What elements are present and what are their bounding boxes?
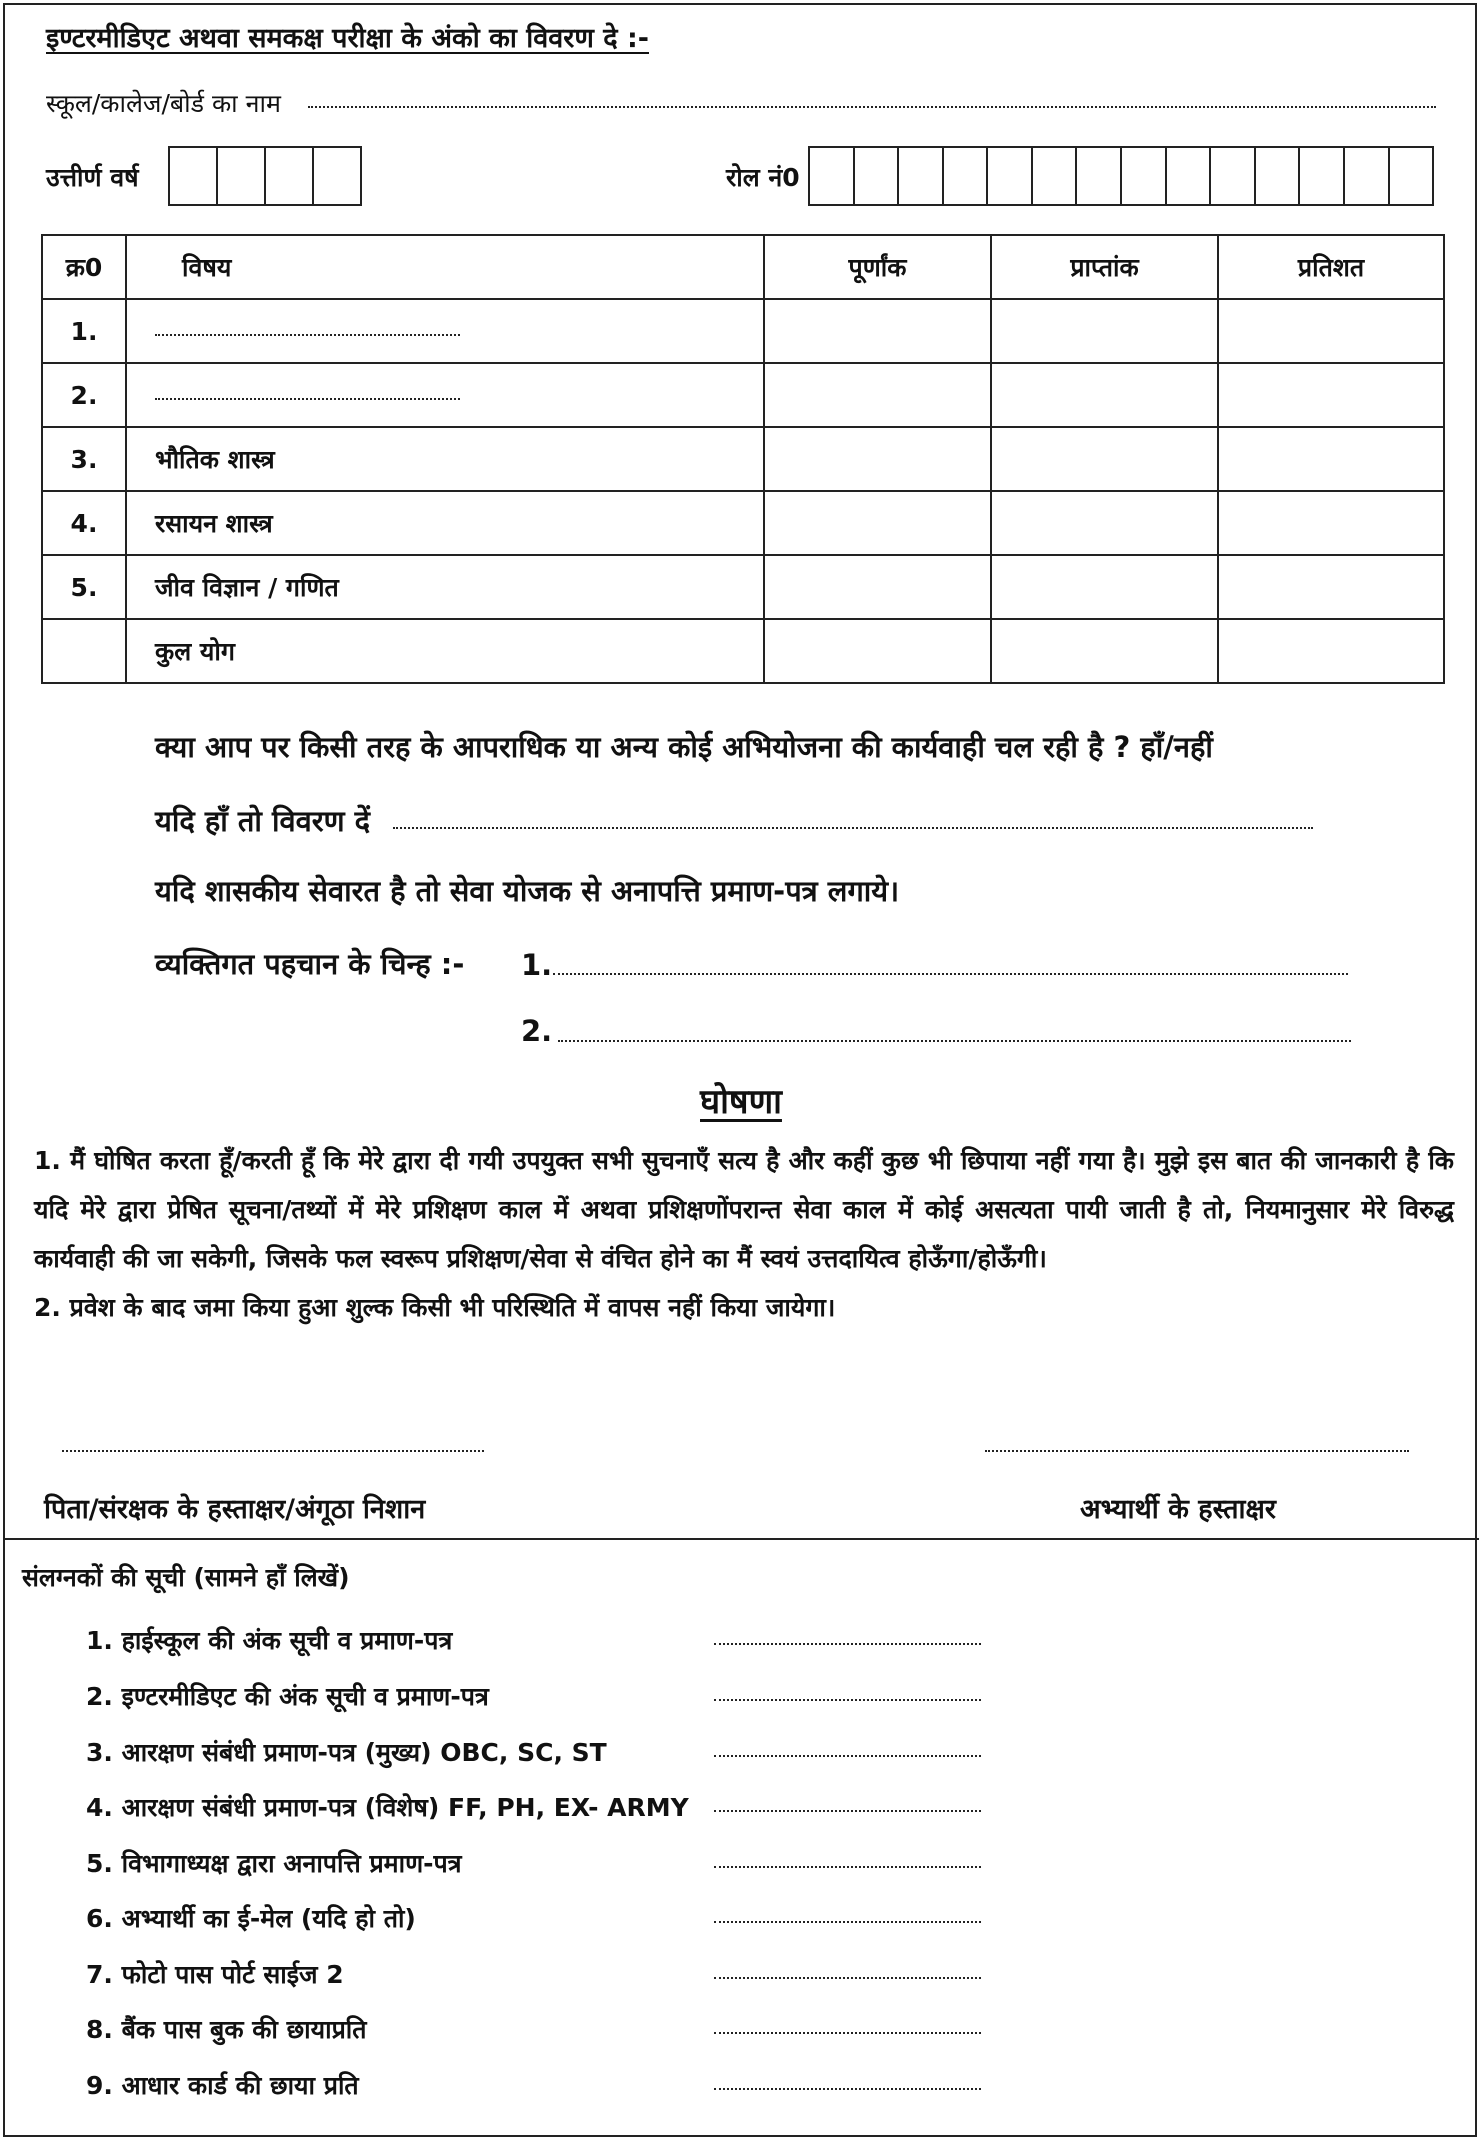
digit-box[interactable]	[899, 148, 944, 204]
digit-box[interactable]	[266, 148, 314, 204]
digit-box[interactable]	[170, 148, 218, 204]
max-marks-cell[interactable]	[764, 555, 991, 619]
enclosure-item: 1. हाईस्कूल की अंक सूची व प्रमाण-पत्र	[86, 1626, 453, 1655]
enclosure-check-field[interactable]	[714, 1643, 981, 1645]
obtained-marks-cell[interactable]	[991, 363, 1218, 427]
enclosure-check-field[interactable]	[714, 1755, 981, 1757]
percentage-total[interactable]	[1218, 619, 1444, 683]
digit-box[interactable]	[314, 148, 360, 204]
subject-name: भौतिक शास्त्र	[126, 427, 764, 491]
enclosure-item: 4. आरक्षण संबंधी प्रमाण-पत्र (विशेष) FF, PH, EX- ARMY	[86, 1793, 689, 1822]
id-mark-1-number: 1.	[521, 948, 553, 982]
percentage-cell[interactable]	[1218, 555, 1444, 619]
section-heading: इण्टरमीडिएट अथवा समकक्ष परीक्षा के अंको का विवरण दे :-	[46, 23, 649, 54]
table-row	[42, 555, 1444, 619]
pass-year-label: उत्तीर्ण वर्ष	[46, 163, 139, 192]
table-row	[42, 363, 1444, 427]
enclosure-item: 9. आधार कार्ड की छाया प्रति	[86, 2071, 359, 2100]
percentage-cell[interactable]	[1218, 491, 1444, 555]
enclosure-check-field[interactable]	[714, 1921, 981, 1923]
id-marks-label: व्यक्तिगत पहचान के चिन्ह :-	[155, 947, 465, 981]
school-name-field[interactable]	[308, 106, 1436, 108]
noc-instruction: यदि शासकीय सेवारत है तो सेवा योजक से अनापत्ति प्रमाण-पत्र लगाये।	[155, 874, 900, 908]
digit-box[interactable]	[988, 148, 1033, 204]
obtained-marks-cell[interactable]	[991, 555, 1218, 619]
table-row	[42, 491, 1444, 555]
col-header-percentage: प्रतिशत	[1218, 235, 1444, 299]
id-mark-2-number: 2.	[521, 1014, 553, 1048]
declaration-point-1: 1. मैं घोषित करता हूँ/करती हूँ कि मेरे द्वारा दी गयी उपयुक्त सभी सुचनाएँ सत्य है और कहीं कुछ भी छिपाया नहीं गया है। मुझे इस बात की जानकारी है कि यदि मेरे द्वारा प्रेषित सूचना/तथ्यों में मेरे प्रशिक्षण काल में अथवा प्रशिक्षणोंपरान्त सेवा काल में कोई असत्यता पायी जाती है तो, नियमानुसार मेरे विरुद्ध कार्यवाही की जा सकेगी, जिसके फल स्वरूप प्रशिक्षण/सेवा से वंचित होने का मैं स्वयं उत्तदायित्व होऊँगा/होऊँगी।	[34, 1146, 1454, 1273]
candidate-signature-field[interactable]	[985, 1450, 1409, 1452]
candidate-signature-label: अभ्यार्थी के हस्ताक्षर	[1080, 1494, 1276, 1525]
enclosure-item: 3. आरक्षण संबंधी प्रमाण-पत्र (मुख्य) OBC, SC, ST	[86, 1738, 607, 1767]
criminal-proceedings-question: क्या आप पर किसी तरह के आपराधिक या अन्य कोई अभियोजना की कार्यवाही चल रही है ? हाँ/नहीं	[155, 730, 1213, 764]
table-header-row	[42, 235, 1444, 299]
max-marks-cell[interactable]	[764, 427, 991, 491]
row-sn: 5.	[42, 555, 126, 619]
pass-year-boxes[interactable]	[168, 146, 362, 206]
row-sn	[42, 619, 126, 683]
digit-box[interactable]	[1390, 148, 1433, 204]
subject-fill-field[interactable]	[126, 363, 764, 427]
digit-box[interactable]	[1211, 148, 1256, 204]
percentage-cell[interactable]	[1218, 299, 1444, 363]
subject-fill-field[interactable]	[126, 299, 764, 363]
obtained-marks-total[interactable]	[991, 619, 1218, 683]
enclosure-check-field[interactable]	[714, 2088, 981, 2090]
subject-name: जीव विज्ञान / गणित	[126, 555, 764, 619]
digit-box[interactable]	[1122, 148, 1167, 204]
enclosure-item: 7. फोटो पास पोर्ट साईज 2	[86, 1960, 344, 1989]
enclosure-item: 6. अभ्यार्थी का ई-मेल (यदि हो तो)	[86, 1904, 416, 1933]
section-divider	[3, 1538, 1479, 1540]
enclosure-item: 8. बैंक पास बुक की छायाप्रति	[86, 2015, 367, 2044]
subject-name: रसायन शास्त्र	[126, 491, 764, 555]
id-mark-2-field[interactable]	[558, 1040, 1351, 1042]
row-sn: 2.	[42, 363, 126, 427]
row-sn: 3.	[42, 427, 126, 491]
digit-box[interactable]	[1167, 148, 1212, 204]
digit-box[interactable]	[218, 148, 266, 204]
enclosure-item: 2. इण्टरमीडिएट की अंक सूची व प्रमाण-पत्र	[86, 1682, 489, 1711]
declaration-title: घोषणा	[700, 1082, 782, 1122]
percentage-cell[interactable]	[1218, 427, 1444, 491]
id-mark-1-field[interactable]	[553, 973, 1348, 975]
school-label: स्कूल/कालेज/बोर्ड का नाम	[46, 89, 281, 118]
digit-box[interactable]	[855, 148, 900, 204]
col-header-obtained-marks: प्राप्तांक	[991, 235, 1218, 299]
table-row	[42, 299, 1444, 363]
declaration-body	[34, 1136, 1454, 1332]
digit-box[interactable]	[1256, 148, 1301, 204]
row-sn: 4.	[42, 491, 126, 555]
col-header-max-marks: पूर्णांक	[764, 235, 991, 299]
max-marks-total[interactable]	[764, 619, 991, 683]
enclosure-check-field[interactable]	[714, 1699, 981, 1701]
details-label: यदि हाँ तो विवरण दें	[155, 804, 371, 838]
table-row	[42, 427, 1444, 491]
guardian-signature-label: पिता/संरक्षक के हस्ताक्षर/अंगूठा निशान	[44, 1494, 426, 1525]
enclosure-check-field[interactable]	[714, 2032, 981, 2034]
digit-box[interactable]	[1300, 148, 1345, 204]
roll-no-label: रोल नं0	[726, 163, 800, 192]
percentage-cell[interactable]	[1218, 363, 1444, 427]
table-total-row	[42, 619, 1444, 683]
obtained-marks-cell[interactable]	[991, 427, 1218, 491]
digit-box[interactable]	[810, 148, 855, 204]
enclosure-check-field[interactable]	[714, 1866, 981, 1868]
max-marks-cell[interactable]	[764, 363, 991, 427]
marks-table	[41, 234, 1445, 684]
max-marks-cell[interactable]	[764, 491, 991, 555]
digit-box[interactable]	[1033, 148, 1078, 204]
col-header-subject: विषय	[126, 235, 764, 299]
roll-no-boxes[interactable]	[808, 146, 1434, 206]
details-field[interactable]	[393, 827, 1313, 829]
declaration-point-2: 2. प्रवेश के बाद जमा किया हुआ शुल्क किसी भी परिस्थिति में वापस नहीं किया जायेगा।	[34, 1293, 836, 1322]
digit-box[interactable]	[1077, 148, 1122, 204]
guardian-signature-field[interactable]	[62, 1450, 484, 1452]
obtained-marks-cell[interactable]	[991, 299, 1218, 363]
col-header-sn: क्र0	[42, 235, 126, 299]
enclosures-title: संलग्नकों की सूची (सामने हाँ लिखें)	[22, 1563, 350, 1592]
enclosure-item: 5. विभागाध्यक्ष द्वारा अनापत्ति प्रमाण-पत्र	[86, 1849, 462, 1878]
enclosure-check-field[interactable]	[714, 1810, 981, 1812]
enclosure-check-field[interactable]	[714, 1977, 981, 1979]
digit-box[interactable]	[1345, 148, 1390, 204]
max-marks-cell[interactable]	[764, 299, 991, 363]
row-sn: 1.	[42, 299, 126, 363]
total-label: कुल योग	[126, 619, 764, 683]
obtained-marks-cell[interactable]	[991, 491, 1218, 555]
digit-box[interactable]	[944, 148, 989, 204]
